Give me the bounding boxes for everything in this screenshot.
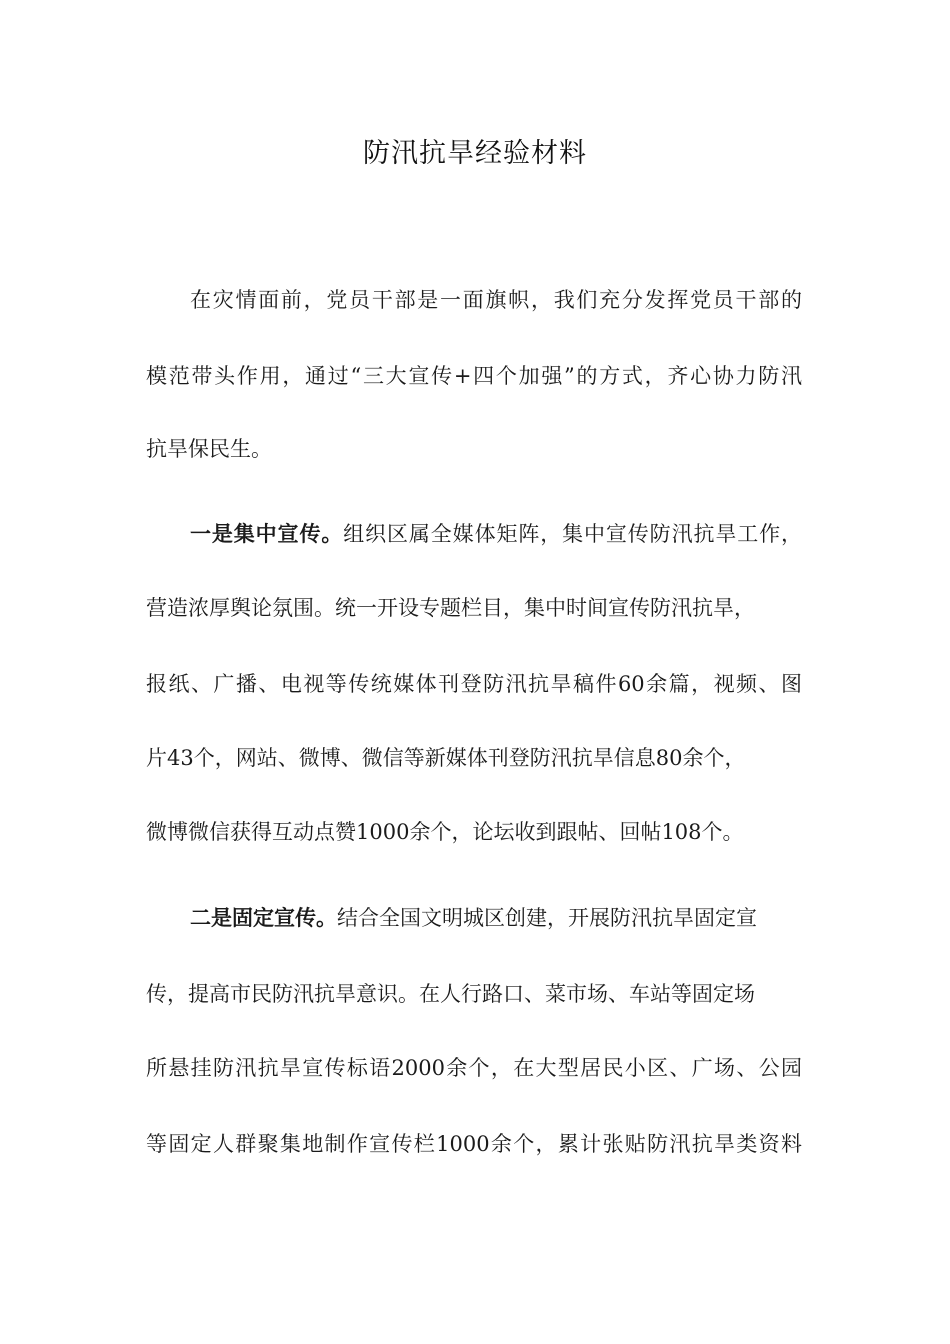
section2-heading: 二是固定宣传。	[190, 906, 337, 930]
section1-line-3: 报纸、广播、电视等传统媒体刊登防汛抗旱稿件60余篇，视频、图	[146, 672, 802, 696]
intro-line-2: 模范带头作用，通过“三大宣传+四个加强”的方式，齐心协力防汛	[146, 364, 802, 388]
section2-line-1-text: 结合全国文明城区创建，开展防汛抗旱固定宣	[337, 906, 757, 930]
section1-line-4: 片43个，网站、微博、微信等新媒体刊登防汛抗旱信息80余个，	[146, 746, 746, 770]
section1-line-1-text: 组织区属全媒体矩阵，集中宣传防汛抗旱工作，	[343, 522, 803, 546]
intro-line-3: 抗旱保民生。	[146, 437, 272, 461]
section2-line-1	[190, 898, 757, 938]
document-title: 防汛抗旱经验材料	[363, 138, 587, 169]
section1-heading: 一是集中宣传。	[190, 522, 344, 546]
section1-line-1	[190, 514, 802, 554]
section2-line-2: 传，提高市民防汛抗旱意识。在人行路口、菜市场、车站等固定场	[146, 982, 755, 1006]
section2-line-3: 所悬挂防汛抗旱宣传标语2000余个，在大型居民小区、广场、公园	[146, 1056, 802, 1080]
section1-line-2: 营造浓厚舆论氛围。统一开设专题栏目，集中时间宣传防汛抗旱，	[146, 596, 755, 620]
section2-line-4: 等固定人群聚集地制作宣传栏1000余个，累计张贴防汛抗旱类资料	[146, 1132, 802, 1156]
section1-line-5: 微博微信获得互动点赞1000余个，论坛收到跟帖、回帖108个。	[146, 820, 744, 844]
intro-line-1: 在灾情面前，党员干部是一面旗帜，我们充分发挥党员干部的	[190, 288, 802, 312]
